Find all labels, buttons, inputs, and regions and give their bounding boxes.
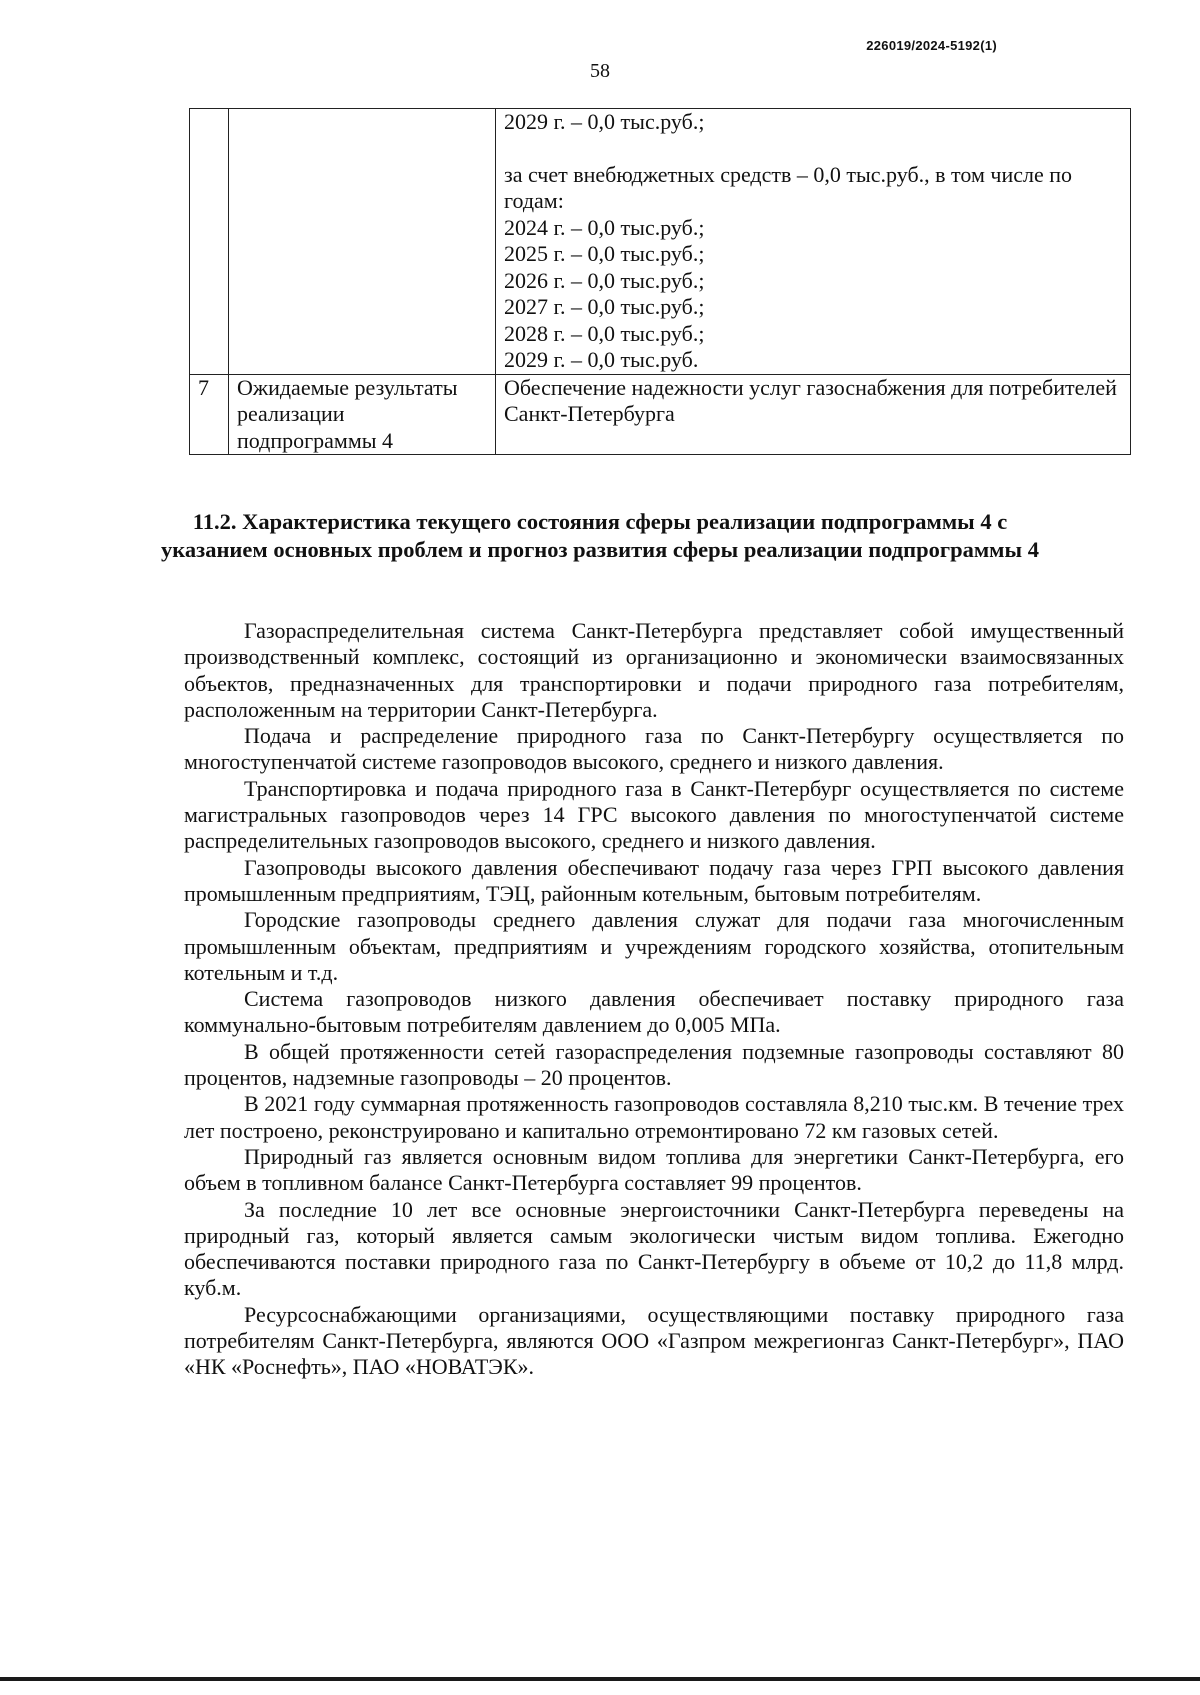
section-title: 11.2. Характеристика текущего состояния сферы реализации подпрограммы 4 с указанием основных проблем и прогноз развития сферы реализации подпрограммы 4 <box>161 509 1039 562</box>
table-cell-number-empty <box>190 109 229 375</box>
subprogram-passport-table <box>189 108 1131 455</box>
funding-line: 2028 г. – 0,0 тыс.руб.; <box>504 320 705 346</box>
paragraph: Газораспределительная система Санкт-Петербурга представляет собой имущественный производственный комплекс, состоящий из организационно и экономически взаимосвязанных объектов, предназначенных для транспортировки и подачи природного газа потребителям, расположенным на территории Санкт-Петербурга. <box>184 618 1124 722</box>
scan-bottom-edge <box>0 1677 1200 1681</box>
paragraph: Газопроводы высокого давления обеспечивают подачу газа через ГРП высокого давления промышленным предприятиям, ТЭЦ, районным котельным, бытовым потребителям. <box>184 854 1124 906</box>
paragraph: Городские газопроводы среднего давления служат для подачи газа многочисленным промышленным объектам, предприятиям и учреждениям городского хозяйства, отопительным котельным и т.д. <box>184 907 1124 985</box>
table-cell-number: 7 <box>190 374 229 455</box>
paragraph: Система газопроводов низкого давления обеспечивает поставку природного газа коммунально-бытовым потребителям давлением до 0,005 МПа. <box>184 986 1124 1038</box>
paragraph: В общей протяженности сетей газораспределения подземные газопроводы составляют 80 процентов, надземные газопроводы – 20 процентов. <box>184 1038 1124 1091</box>
page-number: 58 <box>590 60 610 82</box>
funding-line: за счет внебюджетных средств – 0,0 тыс.руб., в том числе по годам: <box>504 161 1073 213</box>
funding-gap <box>504 136 1122 162</box>
paragraph: Ресурсоснабжающими организациями, осуществляющими поставку природного газа потребителям Санкт-Петербурга, являются ООО «Газпром межрегионгаз Санкт-Петербург», ПАО «НК «Роснефть», ПАО «НОВАТЭК». <box>184 1301 1124 1380</box>
table-cell-label: Ожидаемые результаты реализации подпрограммы 4 <box>229 374 496 455</box>
funding-line: 2027 г. – 0,0 тыс.руб.; <box>504 294 705 319</box>
paragraph: Природный газ является основным видом топлива для энергетики Санкт-Петербурга, его объем в топливном балансе Санкт-Петербурга составляет 99 процентов. <box>184 1143 1124 1196</box>
funding-line: 2029 г. – 0,0 тыс.руб.; <box>504 109 705 134</box>
section-body <box>184 618 1124 1381</box>
funding-line: 2024 г. – 0,0 тыс.руб.; <box>504 214 705 240</box>
table-cell-funding <box>496 109 1131 375</box>
funding-line: 2026 г. – 0,0 тыс.руб.; <box>504 267 705 293</box>
paragraph: Подача и распределение природного газа по Санкт-Петербургу осуществляется по многоступенчатой системе газопроводов высокого, среднего и низкого давления. <box>184 723 1124 775</box>
funding-line: 2029 г. – 0,0 тыс.руб. <box>504 347 699 372</box>
document-registration-id: 226019/2024-5192(1) <box>866 38 997 53</box>
table-cell-expected-results: Обеспечение надежности услуг газоснабжения для потребителей Санкт-Петербурга <box>496 374 1131 455</box>
table-row-7 <box>190 374 1131 455</box>
funding-line: 2025 г. – 0,0 тыс.руб.; <box>504 241 705 266</box>
paragraph: Транспортировка и подача природного газа в Санкт-Петербург осуществляется по системе магистральных газопроводов через 14 ГРС высокого давления по многоступенчатой системе распределительных газопроводов высокого, среднего и низкого давления. <box>184 775 1124 854</box>
paragraph: За последние 10 лет все основные энергоисточники Санкт-Петербурга переведены на природный газ, который является самым экологически чистым видом топлива. Ежегодно обеспечиваются поставки природного газа по Санкт-Петербургу в объеме от 10,2 до 11,8 млрд. куб.м. <box>184 1196 1124 1301</box>
table-cell-label-empty <box>229 109 496 375</box>
paragraph: В 2021 году суммарная протяженность газопроводов составляла 8,210 тыс.км. В течение трех лет построено, реконструировано и капитально отремонтировано 72 км газовых сетей. <box>184 1091 1124 1143</box>
table-row-continued <box>190 109 1131 375</box>
